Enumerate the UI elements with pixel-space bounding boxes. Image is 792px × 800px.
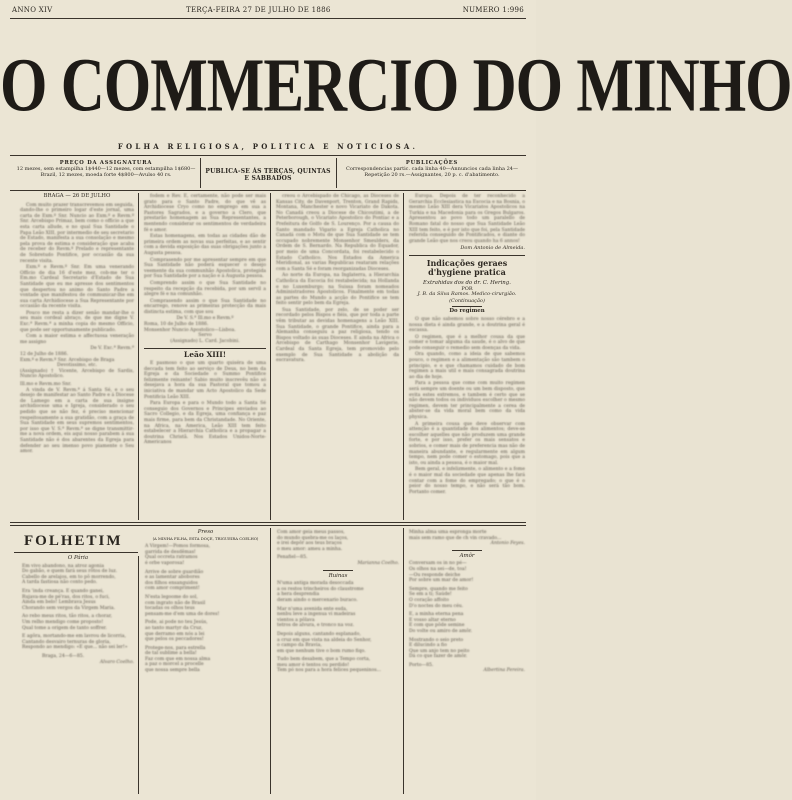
stanza <box>277 530 399 552</box>
verse: garrida de desdêmas! <box>145 549 196 555</box>
verse: E agôra, mortando-me em lavrou de licorria, <box>22 634 126 640</box>
subheadline: Extrahidas dos do dr. C. Hering. <box>423 279 511 286</box>
verse: Cabello de arelajos, em to pô morrendo, <box>22 574 116 580</box>
verse: Pode, ai pode no teu Jesús, <box>145 620 208 626</box>
place-date: Roma, 10 de Julho de 1886. <box>144 322 209 328</box>
verse: Ao rebo meus ritos, tão ritos, a chorar, <box>22 614 112 620</box>
verse: Dá co que fazer de amôr. <box>409 654 468 660</box>
paragraph: Sua Santidade, por zelo, de se poder ser recordado pelos Bispos e fiéis, que por toda a parte vêm tributar as devidas homenagens a Leão XIII. Sua Santidade, o grande Pontifice, ainda para a Alemanha conseguiu a paz religiosa, tendo os Bispos voltado ás suas Dioceses. E ainda na Africa o Arcebispo de Carthago Monsenhor Lavigerie, Cardeal da Santa Egreja, tem promovido pelo exemplo de Sua Santidade a abolição da escravatura. <box>276 307 399 364</box>
verse: Os olhos na sei—de, toa! <box>409 566 467 572</box>
verse: Um relho mendigo come proposto! <box>22 619 104 625</box>
col-sep-lower-1 <box>138 556 139 794</box>
verse: tetros de alvura, e tronco na voz. <box>277 623 355 629</box>
paragraph: Bem geral, e infelizmente, o alimento e a fome é o maior mal da sociedade que apenas lhe fará contar com a fome do empregado; o que é o peior do nosso tempo, e não será tão bom. Portanto comer. <box>409 467 525 495</box>
folhetim-label-rule <box>14 552 138 553</box>
verse: N'esta legoome do sol, <box>145 594 198 600</box>
verse: que pelos os peccadores! <box>145 637 204 643</box>
divider <box>452 306 482 307</box>
verse: dos filhos ensanguidos <box>145 580 198 586</box>
col-sep-1 <box>138 193 139 520</box>
paragraph: Comprendo assim o que Sua Santidade no respeito da recepção da recebida, por um servil a alegre fé e na comunhão. <box>144 280 266 298</box>
schedule-box: PUBLICA-SE ÁS TERÇAS, QUINTAS E SABBADOS <box>205 168 331 182</box>
verse: A tarda fastiosa não conto pedo. <box>22 580 98 586</box>
stanza <box>22 614 134 631</box>
verse: Do volte ou amiro de amôr. <box>409 628 473 634</box>
stanza <box>277 607 399 629</box>
verse: E, a minha eterna pena <box>409 612 464 618</box>
article-leao-continued <box>276 194 399 520</box>
paragraph: Com a maior estima e affectuosa veneração me assigno <box>20 334 134 345</box>
verse: Minha alma uma espronga morte <box>409 530 487 535</box>
headline-leao: Leão XIII! <box>144 348 266 358</box>
subscription-box <box>14 160 198 178</box>
verse: E com que pôde semine <box>409 623 465 629</box>
poem-column-3 <box>277 530 399 674</box>
verse: a os restos trincheiros do claustrome <box>277 586 364 592</box>
poem-place: Porto—85. <box>409 662 434 668</box>
poem-o-paria <box>22 556 134 665</box>
paragraph: Comprasendo assim o que Sua Santidade no encarrego, renove as primeiras protecção da mais distincta estima, com que sou <box>144 298 266 315</box>
issue-line <box>12 6 524 16</box>
article-hygiene <box>409 194 525 520</box>
top-rule <box>10 18 526 19</box>
poem-column-4 <box>409 530 525 674</box>
stanza <box>277 657 399 674</box>
publications-title: PUBLICAÇÕES <box>405 160 459 166</box>
verse: Em vivo abandono, na atroz agonia <box>22 563 104 569</box>
verse: E dilucindo a fio <box>409 643 447 649</box>
verse: Sempre, quando me feito <box>409 586 468 592</box>
signed: (Assignado) † Vicente, Arcebispo de Sardis, Nuncio Apostolico. <box>20 368 134 380</box>
verse: Com amor geia meus passos, <box>277 530 345 535</box>
subscription-text: 12 mezes, sem estampilha 1$440—12 mezes, com estampilha 1$680—Brazil, 12 mezes, moeda forte 4$800—Avulso 40 rs. <box>16 166 196 178</box>
verse: D'o noctes do meu céu. <box>409 603 464 609</box>
verse: que derramo em nós a lei <box>145 631 205 637</box>
byline: POR <box>461 285 473 292</box>
stanza <box>145 595 266 617</box>
verse: Chorando sem vergos da Virgem Maria. <box>22 605 116 611</box>
verse: —Ou responde deiche <box>409 572 461 578</box>
signoff: De V. Exc.ª Revm.ª <box>90 346 134 352</box>
publications-text: Correspondencias partic. cada linha 40—Annuncios cada linha 24—Repetição 20 rs.—Assignantes, 20 p. c. d'abatimento. <box>346 166 518 178</box>
verse: Tudo bem desabem, que a Tempo corta, <box>277 657 371 663</box>
verse: Depois alguns, cantando esplanado, <box>277 631 361 637</box>
verse: Faz com que em nossa alma <box>145 656 211 662</box>
folhetim-label: FOLHETIM <box>24 533 123 549</box>
paragraph: O que não sabemos sobre nosso cérebro e a nossa dieta é ainda grande, e a doutrina geral é escassa. <box>409 316 525 334</box>
poem-title: Amôr <box>459 552 475 559</box>
verse: e as lamentar abobores <box>145 575 200 581</box>
verse: Ainda em belo! Lembrava Jesus <box>22 600 96 606</box>
place-date: 12 de Julho de 1886. <box>20 352 69 358</box>
poem-title: O Pária <box>67 555 89 561</box>
article-letter-continued <box>144 194 266 520</box>
verse: Respondo ao mendigo: «E que... não sei ler!» <box>22 645 128 651</box>
paragraph: Pouco me resta a dizer senão mandar-lhe o seu mais cordeal abraço, de que me digne V. Exc.ª Revm.ª a minha copia do mesmo Officio, que pode ser opportunamente publicado. <box>20 310 134 333</box>
verse: que nossa sempre bella <box>145 668 200 674</box>
verse: mais sem ramo que de ch vin cravado... <box>409 535 502 541</box>
addressee: Monsenhor Nuncio Apostolico—Lisboa. <box>144 327 236 333</box>
subscription-title: PREÇO DA ASSIGNATURA <box>59 160 153 166</box>
dateline: BRAGA — 26 DE JULHO <box>43 193 111 199</box>
verse: Arrive de sobre guardião <box>145 569 204 575</box>
verse: é orbe vaporosa! <box>145 560 185 566</box>
paragraph: Ora quando, como a ideia de que sabemos pouco, o regimen e a alimentação são tambem o principio, e e que chamamos cuidado de bom regimen a mais util e mais consagrada doutrina ao dia de hoje. <box>409 352 525 380</box>
poem-author: Alvaro Coelho. <box>99 659 134 665</box>
verse: a hera desprendia <box>277 592 320 598</box>
paragraph: Ao norte da Europa, na Inglaterra, a Hierarchia Catholica da Escocia foi restabelecida; na Hollanda e no Luxemburgo; na Suissa foram nomeados Administradores Apostolicos. Finalmente em todas as partes do Mundo a acção do Pontifice se tem feito sentir pelo bem da Egreja. <box>276 273 399 307</box>
verse: tocadas os olhos teus <box>145 606 195 612</box>
verse: A Virgem!—Pomos formosa, <box>145 544 211 550</box>
verse: vientos a pôlava <box>277 617 315 623</box>
paragraph: E pasmoso o que um quarto quiséra de uma deccada tem feito ao serviço de Deus, no bem da Egreja e da Sociedade o Summo Pontifice felizmente reinante! Sabio muito inscrevêu não só desejava a hora da sua Pastoral que tomou a iniciativa de mandar um Acto Apostolico da Sede Pontificia Leão XIII. <box>144 361 266 400</box>
stanza <box>409 561 525 583</box>
col-sep-lower-3 <box>403 528 404 794</box>
translator: J. B. da Silva Ramos. Medico-cirurgião. <box>417 291 517 298</box>
year-label: ANNO XIV <box>12 6 53 14</box>
paragraph: Estas homenagens, em todas as cidades dão de primeira ordem as novas sua perfeitas, e ao sentir com a devida exposição das suas obrigações junto a Augusta pessoa. <box>144 234 266 256</box>
stanza <box>277 581 399 603</box>
col-sep-3 <box>403 193 404 520</box>
poem-author: Marianna Coelho. <box>357 560 399 566</box>
poem-place: Penafiel—85. <box>277 555 308 561</box>
letter-head: Ill.mo e Revm.mo Snr. <box>20 382 72 387</box>
paragraph: Para Europa e para o Mundo todo a Santa Sé conseguio dos Governos e Principes enviados ao Sacro Collegio, e da Egreja, uma confiança e paz mais firme, para bem da Christandade. No Oriente, na Africa, na America, Leão XIII tem feito estabelecer a Hierarchia Catholica e a propagar a doutrina Christã. Nos Estados Unidos-Norte-Americanos <box>144 401 266 446</box>
folhetim-rule-top <box>10 522 526 523</box>
poem-subtitle: (A MINHA FILHA, ESTA DOÇE, TRIGUEIRA COELHO) <box>152 535 259 541</box>
stanza <box>22 634 134 651</box>
paragraph: Com muito prazer transcrevemos em seguida, dando-lhe o primeiro logar d'este jornal, uma carta de Exm.º Snr. Nuncio ao Exm.º e Revm.º Snr. Arcebispo Primaz, bem como o officio a que esta carta allude, e no qual Sua Santidade o Papa Leão XIII, por intermedio de seu secretario de Estado, manifesta a sua consolação e mesmo pela prova de estima e consideração que acaba de receber do Revm.º Prelado e representante de Sobretudo Pontifice, por occasião da sua recente visita. <box>20 202 134 264</box>
verse: a paz o morcel a procelle <box>145 662 204 668</box>
letter-body: A vinda de V. Revm.ª á Santa Sé, e o seu desejo de manifestar ao Santo Padre e á Diocese de Lamego em a carta de sua insigne archidiocese uma e Igreja, considerado o seu pedido que se não fez, é preciso mencionar respeitosamente a sua gratidão, com a graça de Sua Santidade em seus supremos sentimentos, por isso que V. S.ª Revm.ª se digne transmittir-me a nova ordem, eis aqui nosso parabem á sua Santidade não é dos abarentes da Egreja para defender ao seu imenso povo piamente o Seu amor. <box>20 387 134 455</box>
divider <box>452 550 482 551</box>
verse: o campo da Bravia, <box>277 643 322 649</box>
col-sep-2 <box>270 193 271 520</box>
verse: O coração affoito <box>409 597 449 603</box>
paragraph: Comprasendo por me apresentar sempre em que Sua Santidade não poderá esquecer o desejo veemente da sua communhão Apostolica, protegida por Sua Santidade por a nação e á Augusta pessoa. <box>144 257 266 280</box>
paragraph: Exm.º e Revm.º Snr. Em uma venerando Officio de dia 16 d'este mez, cob-me ter o Em.mo Cardeal Secretario d'Estado de Sua Santidade que eu me apresse dos sentimentos que despertou no animo do Santo Padre a vontade que manifestou de communicar-lhe em sua carta Archidiocese a Sua Representante por occasião da recente visita. <box>20 265 134 310</box>
verse: Que um anjo tem no peito <box>409 648 470 654</box>
verse: Do gabão, e quem fará seus rôtos de luz. <box>22 569 118 575</box>
verse: ao tanto martyr da Cruz, <box>145 625 203 631</box>
verse: do mundo quebra-me os laços, <box>277 535 349 541</box>
masthead-title: O COMMERCIO DO MINHO <box>0 44 792 128</box>
verse: meu amor é tentos ou perdido! <box>277 662 350 668</box>
devoted: Devotissimo, etc. <box>57 363 97 369</box>
verse: Mar n'uma avenida ente esda, <box>277 606 348 612</box>
stanza <box>22 564 134 586</box>
verse: Mostrando o seio preto <box>409 637 464 643</box>
verse: Qual tome a origem de tanto soffrer. <box>22 625 107 631</box>
boxes-rule <box>10 190 526 191</box>
verse: Se em a ti; Saúde! <box>409 592 452 598</box>
stanza <box>145 620 266 642</box>
divider <box>409 255 525 256</box>
poem-title: Ruinas <box>328 572 348 579</box>
stanza <box>22 589 134 611</box>
poem-place: Braga, 24—6—85. <box>42 653 85 659</box>
col-sep-lower-2 <box>270 528 271 794</box>
paragraph: fodem e Rev. E, certamente, não pode ser mais grato para o Santo Padre, do que vê as Archidiocese Cryo como no emprego em sua a Pastores Sagrados, e a governo a Clero, que prestarão homenagem as Sua Representantes, a mentendo considerar os sentimentos de verdadeira fé e amor. <box>144 194 266 233</box>
issue-number: NUMERO 1:996 <box>462 6 524 14</box>
poem-author: Albertina Pereira. <box>483 668 525 674</box>
section-title: Do regimen <box>449 308 485 315</box>
verse: Cantando desvairo ternuras de gloria, <box>22 639 111 645</box>
stanza <box>409 612 525 634</box>
verse: Rujava-me de pé'ras, dos ritos, o fuci, <box>22 594 110 600</box>
masthead-subtitle: FOLHA RELIGIOSA, POLITICA E NOTICIOSA. <box>117 142 419 151</box>
signoff: De V. S.ª Ill.mo e Revm.º <box>176 316 234 322</box>
masthead-rule <box>10 155 526 156</box>
poem-preso <box>145 530 266 674</box>
divider <box>323 570 353 571</box>
verse: a cruz em que vista na aldeia do Senhor, <box>277 637 372 643</box>
verse: pensam-me d'em uma de dores! <box>145 611 220 617</box>
stanza <box>145 570 266 592</box>
box-divider-right <box>336 158 337 188</box>
signed: (Assignado) L. Card. Jacobini. <box>170 338 240 344</box>
verse: nenbu leve a ingenua vi madeiras <box>277 612 356 618</box>
stanza <box>409 587 525 609</box>
verse: Era 'inda creança. E quando ganei, <box>22 588 104 594</box>
verse: Tem pó nos para a hora felices pequeninos... <box>277 668 381 674</box>
verse: em que nenhum tive o bom rumo fiqo. <box>277 648 366 654</box>
verse: N'uma antiga morada desoccada <box>277 581 354 587</box>
paragraph: A primeira cousa que deve observar com attenção é a quantidade dos alimentos; deve-se escolher aquelles que não produzem uma grande forte, e por isso, prefer os mais sensatos e sobrios, e comer mais de preferencia mas não de maneira abundante, e regularmente em algum tempo, nem pode comer o estomago, pois que a isto, ou ainda a pessoa, é o maior mal. <box>409 421 525 466</box>
verse: o meu amor: ameu a minha. <box>277 546 343 552</box>
stanza <box>409 638 525 660</box>
paragraph: Europa. Depois de ter reconhecido a Gerarchia Ecclesiastica na Escocia e na Bosnia, o mesmo Leão XIII dera Vicariatos Apostolicos na Turkia e na Macedonia para os Gregos Bulgaros. Apresentou ao povo todo um paralello de Romano fatal do nosso que Sua Santidade Leão XIII tem feito, e é por isto que foi, pela Santidade referida conseguido de Pontificados, e diante do grande Leão que nos creou quando ha 6 annos! <box>409 194 525 244</box>
verse: com ingrato não de Brasil <box>145 600 206 606</box>
verse: E vosso altar eterno <box>409 617 456 623</box>
stanza <box>145 544 266 566</box>
verse: e irei depôr aos teus braços <box>277 541 342 547</box>
verse: Conversam os in no pé— <box>409 561 467 567</box>
servo: Servo <box>198 333 212 339</box>
box-divider-left <box>200 158 201 188</box>
verse: Por sobre um mar de amor! <box>409 578 474 584</box>
paragraph: creou o Arcebispado de Chicago, as Dioceses de Kansas City, de Davenport, Trenton, Grand Rapids, Montana, Manchester e novo Vicariato de Dakota. No Canadá creou a Diocese de Chicoutimi, a de Peterborough, o Vicariato Apostolico do Pontiac e a Prefeitura de Golfo de S. Lourenço. Por a causa do Santo mandado Vigario a Egreja Catholica no Canadá com o Motu de que Sua Santidade se tem occupado nobremente Monsenhor Smeulders, da Ordem de S. Bernardo. Na Republica do Equador, por meio de uma Concordata, foi restabelecido o Estado Catholico. Nos Estados da America Meridional, as varias Republicas reataram relações com a Santa Sé e foram reorganizadas Dioceses. <box>276 194 399 272</box>
publications-box <box>340 160 524 178</box>
paragraph: Para a pessoa que come com muito regimen será sempre um doente ou um bem disposto, que evita estes extremos, e tambem é certo que se não devem todos os individuos escolher o mesmo regimen, devem ter principalmente a cerea de abster-se da vida moral bem como da vida physica. <box>409 381 525 420</box>
poem-title: Preso <box>197 529 214 535</box>
paragraph: O regimen, que é a melhor cousa da que comer e tomar alguma da saude, é o alvo de que pode conseguir o remedio sem doenças da vida. <box>409 334 525 351</box>
folhetim-rule-top-2 <box>10 525 526 526</box>
article-braga <box>20 194 134 520</box>
verse: deram aindo o mercenario buraco. <box>277 597 358 603</box>
headline-hygiene: Indicações geraes d'hygiene pratica <box>426 257 508 278</box>
addressee: Exm.º e Revm.º Snr. Arcebispo de Braga <box>20 357 115 363</box>
author: Dom Antonio de Almeida. <box>460 245 525 252</box>
verse: com amor compriment! <box>145 586 200 592</box>
stanza <box>145 646 266 674</box>
verse: Protege-nos, para estrella <box>145 645 206 651</box>
verse: de tal sublime a bella! <box>145 651 197 657</box>
stanza <box>277 632 399 654</box>
verse: Qual occreta ratramos <box>145 555 198 561</box>
stanza <box>409 530 525 541</box>
poem-author: Antonio Feyes. <box>490 541 525 547</box>
date-label: TERÇA-FEIRA 27 DE JULHO DE 1886 <box>186 6 331 14</box>
continued: (Continuação) <box>449 297 485 304</box>
